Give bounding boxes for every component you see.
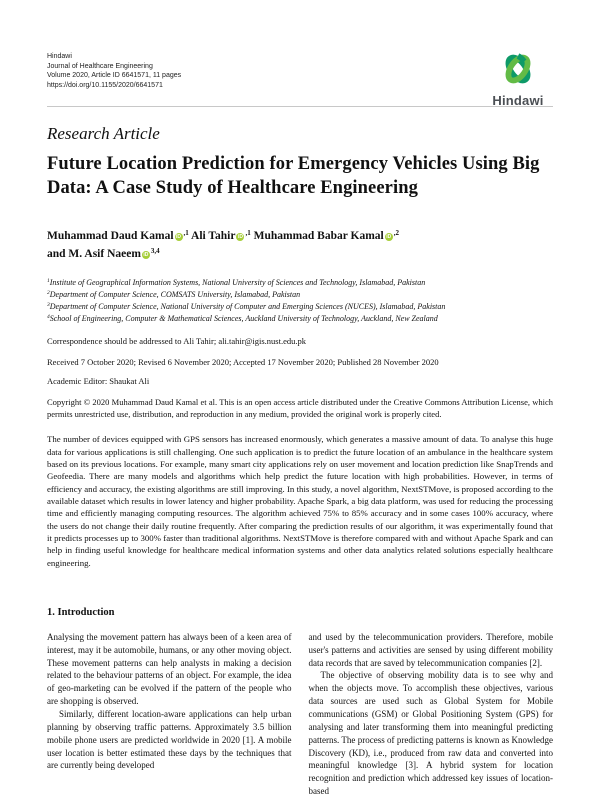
affiliation-item bbox=[47, 277, 553, 289]
authors-block bbox=[47, 228, 553, 264]
intro-heading: 1. Introduction bbox=[47, 606, 115, 618]
author-sup: ,2 bbox=[393, 229, 399, 238]
article-type-label: Research Article bbox=[47, 124, 160, 143]
affiliation-item bbox=[47, 289, 553, 301]
hindawi-wordmark: Hindawi bbox=[492, 93, 544, 108]
correspondence-text: Correspondence should be addressed to Ali Tahir; bbox=[47, 335, 219, 346]
author-sup: ,1 bbox=[183, 229, 189, 238]
correspondence-line bbox=[47, 336, 553, 346]
abstract-text: The number of devices equipped with GPS sensors has increased enormously, which generates a massive amount of data. To analyse this huge data for various applications is still challenging. One such application is to predict the future location of an ambulance in the healthcare system based on its previous locations. For example, many smart city applications rely on user movement and location prediction like SnapTrends and Geofeedia. There are many models and algorithms which help predict the future location with high probabilities. However, in terms of efficiency and accuracy, the existing algorithms are still improving. In this study, a novel algorithm, NextSTMove, is proposed according to the available dataset which results in lower latency and higher probability. Apache Spark, a big data platform, was used for reducing the processing time and efficiently managing computing resources. The algorithm achieved 75% to 85% accuracy and in some cases 100% accuracy, where the users do not change their daily routine frequently. After comparing the prediction results of our algorithm, it was experimentally found that it predicts processes up to 300% faster than traditional algorithms. NextSTMove is therefore compared with and without Apache Spark and can help in finding useful knowledge for healthcare medical information systems and other data analytics related solutions especially healthcare engineering. bbox=[47, 434, 553, 568]
authors-and-label: and bbox=[47, 248, 66, 261]
affiliation-sup: 1 bbox=[47, 277, 50, 284]
orcid-icon[interactable]: iD bbox=[237, 234, 243, 241]
article-title: Future Location Prediction for Emergency Vehicles Using Big Data: A Case Study of Healthcare Engineering bbox=[47, 154, 540, 198]
author-name: Ali Tahir bbox=[191, 230, 236, 243]
dates-line: Received 7 October 2020; Revised 6 November 2020; Accepted 17 November 2020; Published 28 November 2020 bbox=[47, 356, 439, 367]
journal-header bbox=[47, 52, 553, 90]
doi-link[interactable]: https://doi.org/10.1155/2020/6641571 bbox=[47, 81, 163, 89]
author-name: Muhammad Babar Kamal bbox=[253, 230, 384, 243]
affiliation-text: Department of Computer Science, COMSATS University, Islamabad, Pakistan bbox=[49, 289, 301, 299]
author-name: M. Asif Naeem bbox=[68, 248, 141, 261]
intro-paragraph: Analysing the movement pattern has always been of a keen area of interest, may it be automobile, humans, or any other moving object. These movement patterns can help analysts in making a decision related to the behaviour patterns of an object. For example, the idea of geo-marketing can be evolved if the pattern of the people who are shopping is observed. bbox=[47, 631, 292, 707]
affiliation-item bbox=[47, 301, 553, 313]
author-sup: ,1 bbox=[245, 229, 251, 238]
header-divider bbox=[47, 106, 553, 107]
orcid-icon[interactable]: iD bbox=[143, 252, 149, 259]
affiliation-text: School of Engineering, Computer & Mathematical Sciences, Auckland University of Technology, Auckland, New Zealand bbox=[49, 313, 438, 323]
intro-columns bbox=[47, 631, 553, 798]
affiliation-text: Department of Computer Science, National University of Computer and Emerging Sciences (NUCES), Islamabad, Pakistan bbox=[49, 301, 446, 311]
intro-paragraph: The objective of observing mobility data is to see why and when the objects move. To accomplish these objectives, various data sources are used such as Global System for Mobile communications (GSM) or Global Positioning System (GPS) for analysing and later transforming them into meaningful predicting patterns. The process of predicting patterns is known as Knowledge Discovery (KD), i.e., produced from raw data and converted into meaningful knowledge [3]. A hybrid system for location recognition and prediction which addressed key issues of location-based bbox=[308, 670, 553, 797]
intro-paragraph: and used by the telecommunication providers. Therefore, mobile user's patterns and activities are sensed by using different mobility data records that are saved by telecommunication companies [2]. bbox=[308, 631, 553, 668]
author-name: Muhammad Daud Kamal bbox=[47, 230, 174, 243]
affiliation-text: Institute of Geographical Information Systems, National University of Sciences and Technology, Islamabad, Pakistan bbox=[49, 277, 426, 287]
publisher-name: Hindawi bbox=[47, 53, 72, 60]
authors-line-1 bbox=[47, 228, 553, 246]
intro-col-right bbox=[309, 631, 554, 798]
authors-line-2 bbox=[47, 246, 553, 264]
affiliation-sup: 2 bbox=[47, 289, 50, 296]
affiliation-item bbox=[47, 313, 553, 325]
copyright-text: Copyright © 2020 Muhammad Daud Kamal et al. This is an open access article distributed under the Creative Commons Attribution License, which permits unrestricted use, distribution, and reproduction in any medium, provided the original work is properly cited. bbox=[47, 396, 553, 419]
orcid-icon[interactable]: iD bbox=[386, 234, 392, 241]
intro-paragraph: Similarly, different location-aware applications can help urban planning by observing traffic patterns. Approximately 3.5 billion mobile phone users are predicted worldwide in 2020 [1]. A mobile user location is better estimated these days by the techniques that are currently being developed bbox=[47, 709, 292, 771]
affiliation-sup: 4 bbox=[47, 313, 50, 320]
orcid-icon[interactable]: iD bbox=[176, 234, 182, 241]
intro-col-left bbox=[47, 631, 292, 798]
hindawi-logo bbox=[480, 46, 556, 108]
author-sup: 3,4 bbox=[150, 247, 160, 256]
correspondence-email-link[interactable]: ali.tahir@igis.nust.edu.pk bbox=[218, 335, 306, 346]
hindawi-logo-icon bbox=[495, 46, 541, 92]
affiliation-sup: 3 bbox=[47, 301, 50, 308]
volume-info: Volume 2020, Article ID 6641571, 11 pages bbox=[47, 72, 182, 79]
affiliations-block bbox=[47, 277, 553, 325]
academic-editor-line: Academic Editor: Shaukat Ali bbox=[47, 375, 150, 386]
journal-name: Journal of Healthcare Engineering bbox=[47, 62, 153, 70]
